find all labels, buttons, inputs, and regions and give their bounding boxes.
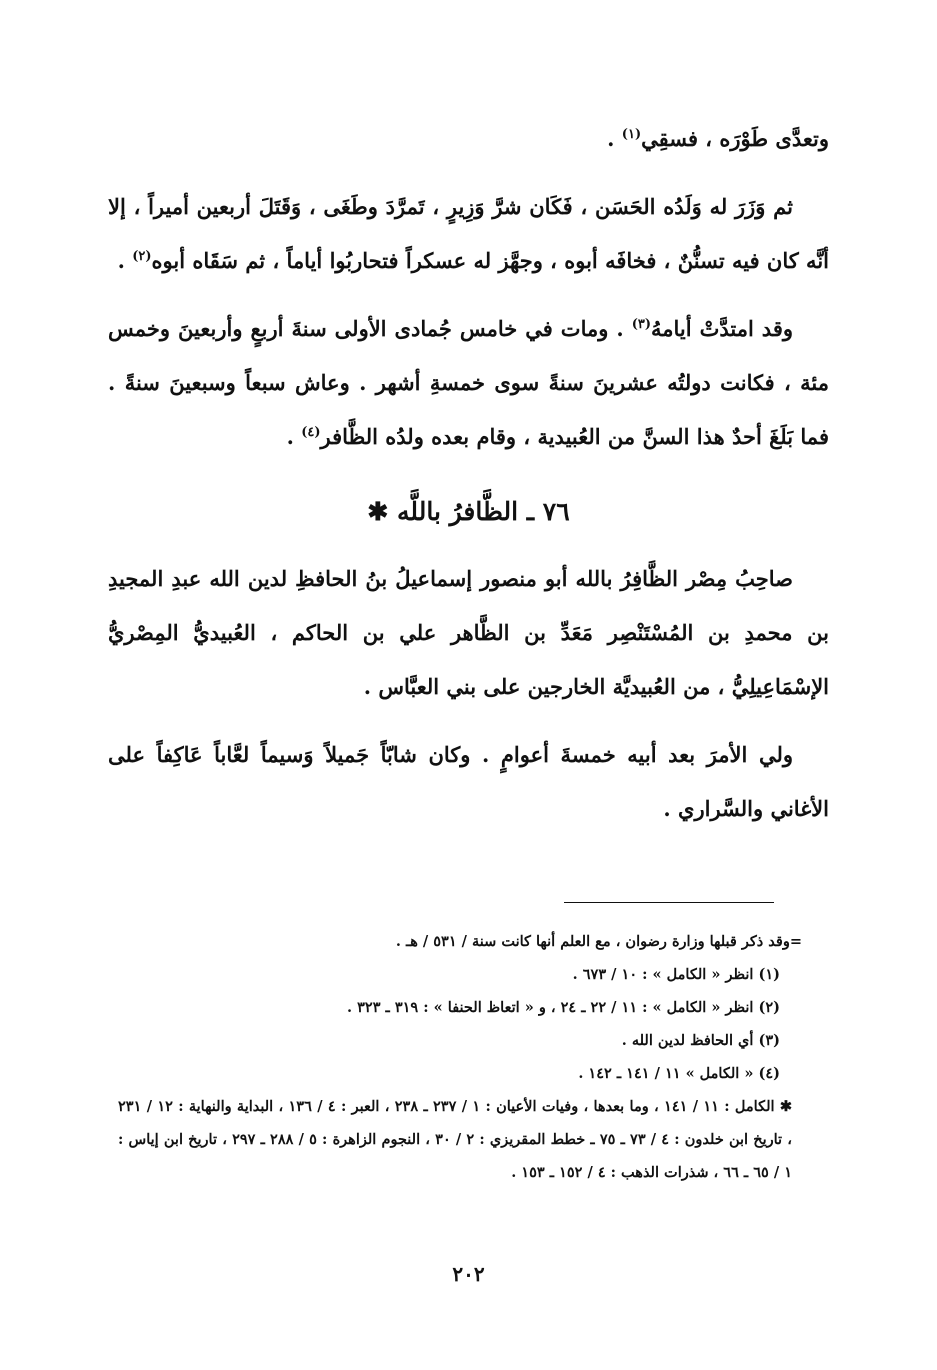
- page-number: ٢٠٢: [452, 1262, 485, 1286]
- footnotes: [118, 925, 802, 1189]
- footnote-2: (٢) انظر « الكامل » : ١١ / ٢٢ ـ ٢٤ ، و « اتعاظ الحنفا » : ٣١٩ ـ ٣٢٣ .: [347, 999, 780, 1016]
- footnote-ref[interactable]: (١): [621, 127, 642, 142]
- paragraph: صاحِبُ مِصْر الظَّافِرُ بالله أبو منصور إسماعيلُ بنُ الحافظِ لدين الله عبدِ المجيدِ بن محمدِ بن المُسْتَنْصِر مَعَدِّ بن الظَّاهر علي بن الحاكم ، العُبيديُّ المِصْريُّ الإسْمَاعِيلِيُّ ، من العُبيديَّة الخارجين على بني العبَّاس .: [108, 566, 829, 699]
- footnote-ref[interactable]: (٢): [132, 249, 152, 264]
- footnote-1: (١) انظر « الكامل » : ١٠ / ٦٧٣ .: [572, 966, 780, 983]
- footnote-continuation: =وقد ذكر قبلها وزارة رضوان ، مع العلم أنها كانت سنة / ٥٣١ / هـ .: [395, 933, 802, 950]
- paragraph: وقد امتدَّتْ أيامهُ$^{(٣)}$ . ومات في خامس جُمادى الأولى سنةَ أربعٍ وأربعينَ وخمس مئة ، فكانت دولتُه عشرينَ سنةً سوى خمسةِ أشهر . وعاش سبعاً وسبعينَ سنةً . فما بَلَغَ أحدٌ هذا السنَّ من العُبيدية ، وقام بعده ولدُه الظَّافر$^{(٤)}$ .: [108, 316, 829, 449]
- paragraph: وتعدَّى طَوْرَه ، فسقِي$^{(١)}$ .: [607, 126, 829, 151]
- footnote-ref[interactable]: (٤): [301, 425, 321, 440]
- paragraph: ثم وَزَرَ له وَلَدُه الحَسَن ، فَكَان شرَّ وَزِيرٍ ، تَمرَّدَ وطَغَى ، وَقَتَلَ أربعين أميراً ، إلا أنَّه كان فيه تسنُّنٌ ، فخافَه أبوه ، وجهَّز له عسكراً فتحاربُوا أياماً ، ثم سَقَاه أبوه$^{(٢)}$ .: [108, 194, 829, 273]
- footnote-4: (٤) « الكامل » ١١ / ١٤١ ـ ١٤٢ .: [578, 1065, 780, 1082]
- section-heading: ٧٦ ـ الظَّافرُ باللَّه ✱: [367, 497, 570, 526]
- main-text: [108, 112, 829, 850]
- paragraph: ولي الأمرَ بعد أبيه خمسةَ أعوامٍ . وكان شابّاً جَميلاً وَسيماً لعَّاباً عَاكِفاً على الأغاني والسَّراري .: [108, 742, 829, 821]
- footnote-3: (٣) أي الحافظ لدين الله .: [621, 1032, 780, 1049]
- footnote-star: ✱ الكامل : ١١ / ١٤١ ، وما بعدها ، وفيات الأعيان : ١ / ٢٣٧ ـ ٢٣٨ ، العبر : ٤ / ١٣٦ ، البداية والنهاية : ١٢ / ٢٣١ ، تاريخ ابن خلدون : ٤ / ٧٣ ـ ٧٥ ـ خطط المقريزي : ٢ / ٣٠ ، النجوم الزاهرة : ٥ / ٢٨٨ ـ ٢٩٧ ، تاريخ ابن إياس : ١ / ٦٥ ـ ٦٦ ، شذرات الذهب : ٤ / ١٥٢ ـ ١٥٣ .: [118, 1098, 792, 1181]
- footnote-ref[interactable]: (٣): [631, 317, 651, 332]
- footnote-divider: [564, 902, 774, 903]
